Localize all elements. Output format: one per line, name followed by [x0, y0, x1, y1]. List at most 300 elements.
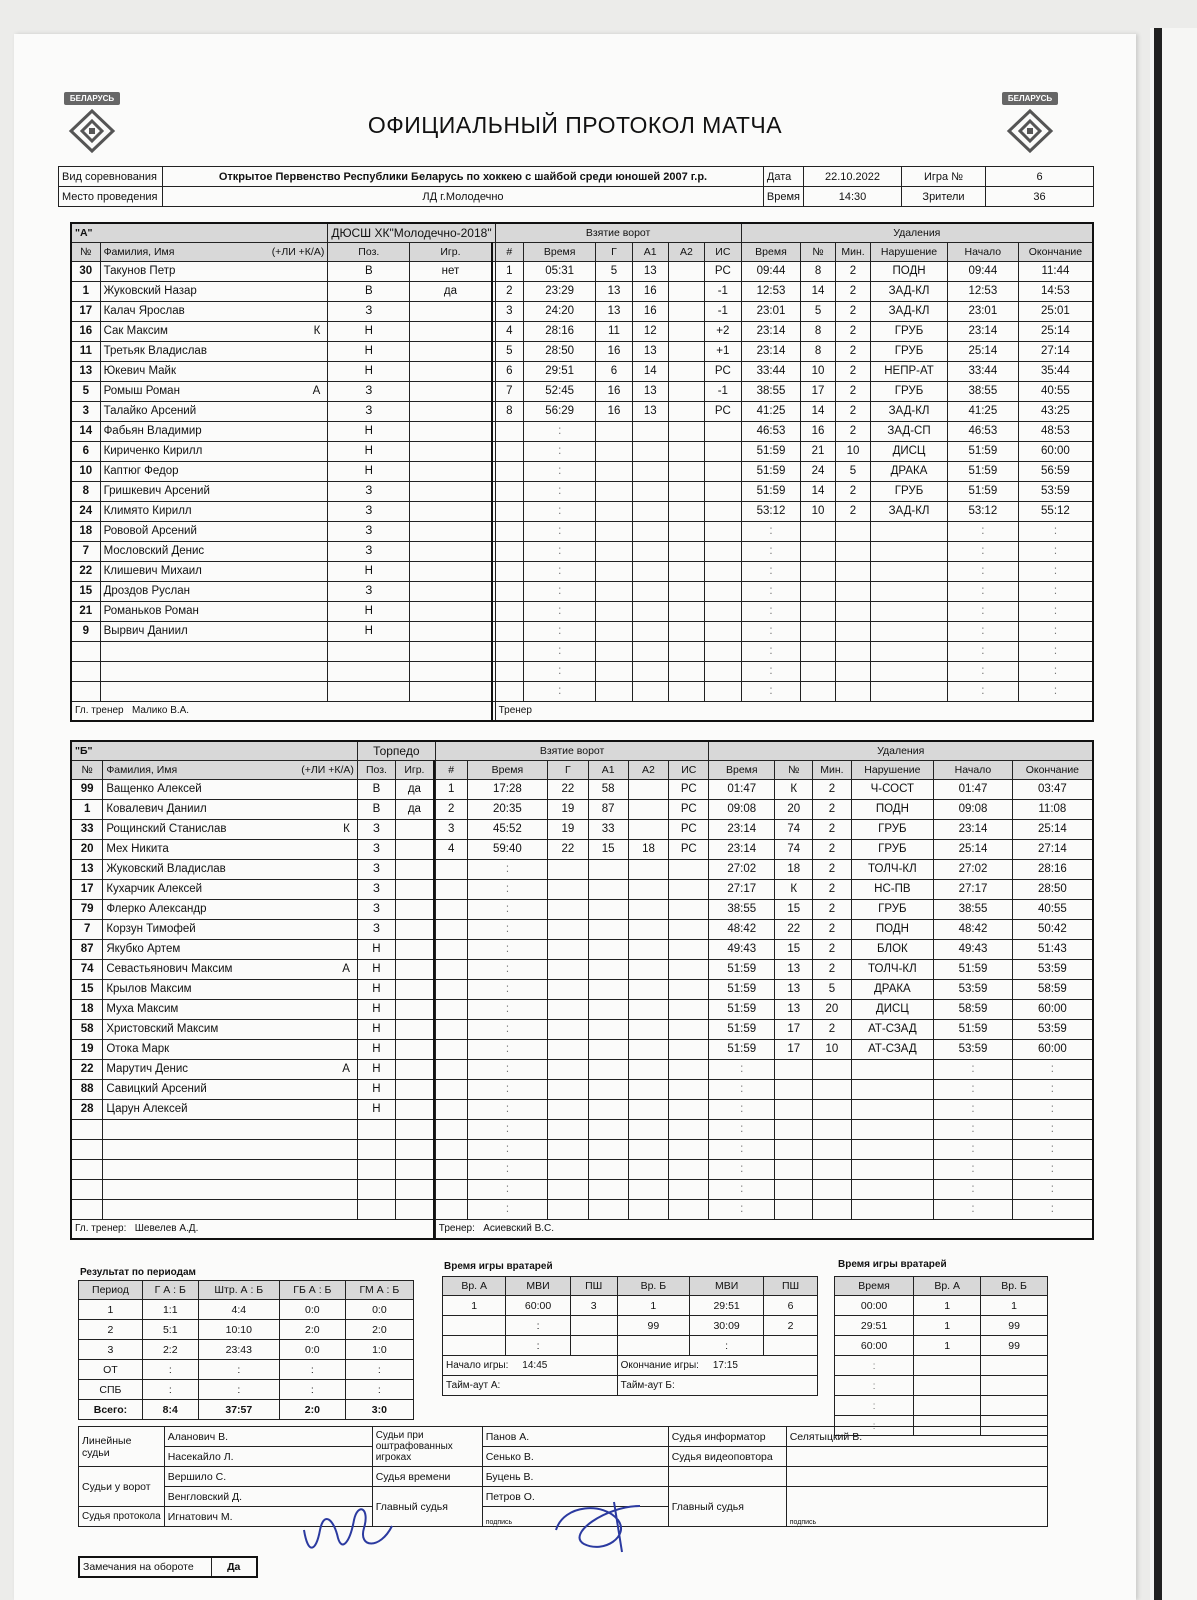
player-number: 87: [71, 939, 103, 959]
penalty-cell: 14: [801, 481, 835, 501]
goal-cell: 3: [495, 301, 523, 321]
penalty-cell: 8: [801, 341, 835, 361]
periods-cell: :: [142, 1380, 198, 1400]
periods-cell: 3: [79, 1340, 143, 1360]
player-number: 18: [71, 999, 103, 1019]
penalty-cell: 2: [835, 401, 870, 421]
penalty-cell: 27:02: [934, 859, 1012, 879]
goal-cell: 12: [632, 321, 668, 341]
gk-cell: [764, 1336, 818, 1356]
player-name: Дроздов Руслан: [100, 581, 328, 601]
player-pos: Н: [357, 1079, 395, 1099]
table-row: [71, 281, 1093, 301]
penalty-cell: К: [775, 779, 813, 799]
player-pos: З: [328, 521, 410, 541]
player-number: 88: [71, 1079, 103, 1099]
player-played: [410, 341, 492, 361]
penalty-cell: 22: [775, 919, 813, 939]
goal-cell: 7: [495, 381, 523, 401]
player-pos: З: [328, 401, 410, 421]
player-pos: З: [328, 501, 410, 521]
periods-cell: 2:2: [142, 1340, 198, 1360]
goals-header: Взятие ворот: [435, 741, 709, 760]
goal-cell: 5: [495, 341, 523, 361]
goal-cell: 13: [632, 381, 668, 401]
player-played: [396, 939, 434, 959]
goal-cell: 24:20: [523, 301, 595, 321]
penalty-cell: АТ-СЗАД: [851, 1039, 934, 1059]
player-played: [410, 441, 492, 461]
goal-cell: 20:35: [467, 799, 548, 819]
player-name: Ковалевич Даниил: [103, 799, 358, 819]
goal-cell: 13: [596, 281, 632, 301]
penalty-cell: 01:47: [934, 779, 1012, 799]
signature-2: [544, 1492, 664, 1562]
protocol-sheet: [14, 34, 1136, 1600]
periods-cell: 5:1: [142, 1320, 198, 1340]
periods-cell: 0:0: [279, 1340, 345, 1360]
player-played: [410, 581, 492, 601]
player-pos: З: [328, 481, 410, 501]
penalty-cell: 38:55: [947, 381, 1018, 401]
penalty-cell: 53:59: [1018, 481, 1093, 501]
periods-cell: 0:0: [279, 1300, 345, 1320]
goal-cell: 87: [588, 799, 628, 819]
player-pos: Н: [357, 1099, 395, 1119]
player-number: 3: [71, 401, 100, 421]
table-row: 58 Христовский Максим Н : 51:59 17 2 АТ-СЗАД 51:59 53:59: [71, 1019, 1093, 1039]
player-name: Юкевич Майк: [100, 361, 328, 381]
coach: Тренер: Асиевский В.С.: [435, 1219, 1093, 1239]
player-name: Ромыш Роман А: [100, 381, 328, 401]
signature-1: [294, 1490, 404, 1570]
goal-cell: 52:45: [523, 381, 595, 401]
penalty-cell: 09:08: [709, 799, 775, 819]
h-p_start: Начало: [934, 760, 1012, 779]
player-played: [396, 1099, 434, 1119]
goal-cell: 3: [435, 819, 467, 839]
penalty-cell: 33:44: [741, 361, 801, 381]
h-p_min: Мин.: [813, 760, 851, 779]
penalty-cell: 24: [801, 461, 835, 481]
player-number: 28: [71, 1099, 103, 1119]
team-letter: "Б": [71, 741, 357, 760]
periods-cell: :: [198, 1380, 279, 1400]
penalty-cell: 58:59: [1012, 979, 1093, 999]
player-played: [410, 321, 492, 341]
player-number: 74: [71, 959, 103, 979]
player-pos: Н: [357, 1059, 395, 1079]
periods-header: ГБ А : Б: [279, 1281, 345, 1300]
player-pos: З: [357, 899, 395, 919]
h-name: Фамилия, Имя (+ЛИ +К/А): [100, 242, 328, 261]
periods-cell: ОТ: [79, 1360, 143, 1380]
player-pos: Н: [357, 979, 395, 999]
table-row: 17 Кухарчик Алексей З : 27:17 К 2 НС-ПВ 27:17 28:50: [71, 879, 1093, 899]
player-played: [410, 301, 492, 321]
penalty-cell: 2: [813, 839, 851, 859]
meta-table: Вид соревнования Открытое Первенство Республики Беларусь по хоккею с шайбой среди юношей 2007 г.р. Дата 22.10.2022 Игра № 6 Место проведения ЛД г.Молодечно Время 14:30 Зрители 36: [58, 166, 1094, 207]
penalty-cell: 28:16: [1012, 859, 1093, 879]
penalty-cell: 58:59: [934, 999, 1012, 1019]
player-number: 1: [71, 281, 100, 301]
h-p_start: Начало: [947, 242, 1018, 261]
penalty-cell: 51:59: [947, 461, 1018, 481]
penalty-cell: ДИСЦ: [871, 441, 948, 461]
penalty-cell: 09:44: [947, 261, 1018, 281]
penalty-cell: 2: [813, 1019, 851, 1039]
penalty-cell: ЗАД-СП: [871, 421, 948, 441]
periods-cell: 2: [79, 1320, 143, 1340]
player-number: 21: [71, 601, 100, 621]
player-number: 18: [71, 521, 100, 541]
table-row: : : : :: [71, 1119, 1093, 1139]
player-played: да: [396, 779, 434, 799]
player-pos: З: [357, 819, 395, 839]
gk2-label: Время игры вратарей: [838, 1259, 947, 1270]
h-play: Игр.: [396, 760, 434, 779]
periods-label: Результат по периодам: [80, 1267, 196, 1278]
penalty-cell: 40:55: [1018, 381, 1093, 401]
player-name: Климято Кирилл: [100, 501, 328, 521]
goal-cell: 14: [632, 361, 668, 381]
player-played: [410, 461, 492, 481]
player-name: Мех Никита: [103, 839, 358, 859]
goal-cell: [668, 301, 704, 321]
player-pos: Н: [357, 999, 395, 1019]
penalty-cell: ЗАД-КЛ: [871, 501, 948, 521]
table-row: [79, 1380, 414, 1400]
player-pos: З: [357, 879, 395, 899]
periods-cell: 37:57: [198, 1400, 279, 1420]
table-row: 6 Кириченко Кирилл Н : 51:59 21 10 ДИСЦ 51:59 60:00: [71, 441, 1093, 461]
goal-cell: 16: [596, 381, 632, 401]
gk-cell: 30:09: [690, 1316, 764, 1336]
player-number: 9: [71, 621, 100, 641]
gk-header: ПШ: [764, 1277, 818, 1296]
table-row: [79, 1340, 414, 1360]
table-row: [443, 1336, 818, 1356]
player-name: Фабьян Владимир: [100, 421, 328, 441]
h-g_is: ИС: [669, 760, 709, 779]
penalty-cell: 49:43: [709, 939, 775, 959]
penalty-cell: 2: [835, 301, 870, 321]
logo-left: БЕЛАРУСЬ: [64, 92, 120, 162]
player-name: Калач Ярослав: [100, 301, 328, 321]
player-number: 17: [71, 879, 103, 899]
penalty-cell: 50:42: [1012, 919, 1093, 939]
goal-cell: 59:40: [467, 839, 548, 859]
penalty-cell: 2: [835, 321, 870, 341]
player-name: Жуковский Назар: [100, 281, 328, 301]
penalty-cell: ГРУБ: [851, 899, 934, 919]
player-played: нет: [410, 261, 492, 281]
player-name: Сак Максим К: [100, 321, 328, 341]
goal-cell: 8: [495, 401, 523, 421]
goal-cell: [668, 381, 704, 401]
gk2-cell: 99: [981, 1316, 1048, 1336]
penalty-cell: ЗАД-КЛ: [871, 281, 948, 301]
penalty-cell: 23:14: [947, 321, 1018, 341]
goal-cell: -1: [705, 381, 742, 401]
penalties-header: Удаления: [709, 741, 1093, 760]
penalty-cell: 17: [775, 1039, 813, 1059]
table-row: [79, 1360, 414, 1380]
player-played: [410, 541, 492, 561]
penalty-cell: 40:55: [1012, 899, 1093, 919]
penalty-cell: ГРУБ: [851, 839, 934, 859]
player-number: 20: [71, 839, 103, 859]
penalty-cell: 23:14: [741, 341, 801, 361]
penalty-cell: ЗАД-КЛ: [871, 401, 948, 421]
player-played: [396, 1019, 434, 1039]
timeout-b: Тайм-аут Б:: [617, 1376, 817, 1396]
periods-header: Штр. А : Б: [198, 1281, 279, 1300]
player-number: 15: [71, 581, 100, 601]
penalty-cell: 48:53: [1018, 421, 1093, 441]
player-pos: Н: [357, 959, 395, 979]
h-g_no: #: [495, 242, 523, 261]
player-name: Корзун Тимофей: [103, 919, 358, 939]
player-number: 6: [71, 441, 100, 461]
penalty-cell: 38:55: [709, 899, 775, 919]
player-name: Третьяк Владислав: [100, 341, 328, 361]
table-row: 18 Рововой Арсений З : : : :: [71, 521, 1093, 541]
h-p_end: Окончание: [1012, 760, 1093, 779]
penalty-cell: 2: [813, 859, 851, 879]
player-pos: В: [357, 799, 395, 819]
penalty-cell: ПОДН: [851, 799, 934, 819]
penalty-cell: 27:14: [1018, 341, 1093, 361]
penalty-cell: 14: [801, 401, 835, 421]
penalty-cell: 10: [801, 361, 835, 381]
penalty-cell: 5: [813, 979, 851, 999]
penalty-cell: 23:14: [741, 321, 801, 341]
penalty-cell: 35:44: [1018, 361, 1093, 381]
table-row: [835, 1336, 1048, 1356]
gk-cell: :: [690, 1336, 764, 1356]
coach: Тренер: [495, 701, 1093, 721]
player-number: 14: [71, 421, 100, 441]
penalty-cell: 20: [775, 799, 813, 819]
goal-cell: [668, 341, 704, 361]
player-name: Рощинский Станислав К: [103, 819, 358, 839]
player-played: [410, 501, 492, 521]
gk-cell: :: [506, 1336, 570, 1356]
player-pos: З: [328, 541, 410, 561]
player-pos: З: [357, 839, 395, 859]
gk-header: Вр. Б: [617, 1277, 689, 1296]
h-p_no: №: [801, 242, 835, 261]
penalty-cell: 23:01: [741, 301, 801, 321]
player-name: Марутич Денис А: [103, 1059, 358, 1079]
gk-cell: [617, 1336, 689, 1356]
penalty-cell: 38:55: [741, 381, 801, 401]
periods-cell: 2:0: [279, 1400, 345, 1420]
goal-cell: 16: [596, 401, 632, 421]
gk-label: Время игры вратарей: [444, 1261, 553, 1272]
goal-cell: 11: [596, 321, 632, 341]
penalty-cell: 60:00: [1018, 441, 1093, 461]
player-number: 8: [71, 481, 100, 501]
team-letter: "А": [71, 223, 328, 242]
table-row: 24 Климято Кирилл З : 53:12 10 2 ЗАД-КЛ 53:12 55:12: [71, 501, 1093, 521]
table-row: : : : :: [71, 1199, 1093, 1219]
h-g_time: Время: [467, 760, 548, 779]
table-row: [79, 1400, 414, 1420]
penalty-cell: 51:43: [1012, 939, 1093, 959]
penalty-cell: ГРУБ: [871, 481, 948, 501]
goal-cell: РС: [705, 261, 742, 281]
player-name: Каптюг Федор: [100, 461, 328, 481]
periods-cell: 10:10: [198, 1320, 279, 1340]
goal-cell: 19: [548, 799, 588, 819]
penalty-cell: 48:42: [709, 919, 775, 939]
penalty-cell: 2: [835, 481, 870, 501]
gk2-table: Время Вр. А Вр. Б 00:00 1 1 29:51 1 99 60:00 1 99 : : : :: [834, 1276, 1048, 1436]
penalty-cell: 2: [813, 899, 851, 919]
player-number: 13: [71, 361, 100, 381]
goal-cell: 16: [596, 341, 632, 361]
table-row: 15 Дроздов Руслан З : : : :: [71, 581, 1093, 601]
player-number: 10: [71, 461, 100, 481]
periods-cell: 2:0: [345, 1320, 413, 1340]
penalty-cell: ТОЛЧ-КЛ: [851, 859, 934, 879]
player-pos: З: [328, 381, 410, 401]
penalty-cell: 33:44: [947, 361, 1018, 381]
penalty-cell: 23:14: [934, 819, 1012, 839]
goal-cell: РС: [669, 799, 709, 819]
goal-cell: 22: [548, 779, 588, 799]
penalty-cell: 53:59: [934, 1039, 1012, 1059]
table-row: 9 Вырвич Даниил Н : : : :: [71, 621, 1093, 641]
periods-cell: :: [345, 1380, 413, 1400]
periods-cell: :: [142, 1360, 198, 1380]
table-row: : : : :: [71, 681, 1093, 701]
player-name: Кириченко Кирилл: [100, 441, 328, 461]
officials-table: Линейные судьи Аланович В. Судьи при оштрафованных игроках Панов А. Судья информатор Селятыцкий В. Насекайло Л. Сенько В. Судья видеоповтора Судьи у ворот Вершило С. Судья времени Буцень В. Венгловский Д. Главный судья Петров О. Главный судья подпись Судья протокола Игнатович М. подпись: [78, 1426, 1048, 1527]
player-name: Флерко Александр: [103, 899, 358, 919]
gk-cell: 3: [570, 1296, 617, 1316]
goal-cell: 29:51: [523, 361, 595, 381]
penalty-cell: 41:25: [741, 401, 801, 421]
player-number: 11: [71, 341, 100, 361]
player-name: Кухарчик Алексей: [103, 879, 358, 899]
h-g_no: #: [435, 760, 467, 779]
player-name: Романьков Роман: [100, 601, 328, 621]
h-p_type: Нарушение: [871, 242, 948, 261]
logo-right: БЕЛАРУСЬ: [1002, 92, 1058, 162]
gk2-header: Вр. А: [914, 1277, 981, 1296]
table-row: [71, 321, 1093, 341]
penalty-cell: НС-ПВ: [851, 879, 934, 899]
player-name: Такунов Петр: [100, 261, 328, 281]
player-pos: Н: [328, 441, 410, 461]
goal-cell: 05:31: [523, 261, 595, 281]
gk2-cell: 1: [914, 1336, 981, 1356]
player-number: 33: [71, 819, 103, 839]
goal-cell: -1: [705, 301, 742, 321]
penalty-cell: 51:59: [947, 441, 1018, 461]
player-name: Клишевич Михаил: [100, 561, 328, 581]
player-pos: Н: [328, 561, 410, 581]
table-row: [71, 839, 1093, 859]
player-number: 15: [71, 979, 103, 999]
penalty-cell: 12:53: [947, 281, 1018, 301]
periods-cell: СПБ: [79, 1380, 143, 1400]
gk-header: МВИ: [506, 1277, 570, 1296]
goal-cell: 23:29: [523, 281, 595, 301]
penalty-cell: 18: [775, 859, 813, 879]
player-number: 5: [71, 381, 100, 401]
goal-cell: 19: [548, 819, 588, 839]
gk2-cell: 1: [914, 1296, 981, 1316]
penalty-cell: 23:14: [709, 819, 775, 839]
team-name: Торпедо: [357, 741, 435, 760]
penalty-cell: 11:44: [1018, 261, 1093, 281]
table-row: 79 Флерко Александр З : 38:55 15 2 ГРУБ 38:55 40:55: [71, 899, 1093, 919]
penalty-cell: 2: [813, 799, 851, 819]
game-start: Начало игры: 14:45: [443, 1356, 618, 1376]
penalty-cell: 25:14: [934, 839, 1012, 859]
player-played: [396, 859, 434, 879]
penalty-cell: 10: [801, 501, 835, 521]
h-pos: Поз.: [357, 760, 395, 779]
goal-cell: [668, 321, 704, 341]
table-row: 87 Якубко Артем Н : 49:43 15 2 БЛОК 49:43 51:43: [71, 939, 1093, 959]
gk-cell: 1: [443, 1296, 506, 1316]
penalty-cell: 17: [775, 1019, 813, 1039]
penalty-cell: ПОДН: [851, 919, 934, 939]
goal-cell: 5: [596, 261, 632, 281]
player-pos: З: [328, 301, 410, 321]
gk2-cell: 1: [981, 1296, 1048, 1316]
h-g_time: Время: [523, 242, 595, 261]
goal-cell: [668, 261, 704, 281]
penalty-cell: ГРУБ: [871, 321, 948, 341]
periods-header: ГМ А : Б: [345, 1281, 413, 1300]
gk2-cell: 00:00: [835, 1296, 914, 1316]
player-name: Рововой Арсений: [100, 521, 328, 541]
table-row: [71, 381, 1093, 401]
goal-cell: [668, 281, 704, 301]
table-row: : : : :: [71, 1179, 1093, 1199]
player-pos: Н: [328, 601, 410, 621]
player-name: Севастьянович Максим А: [103, 959, 358, 979]
player-played: да: [396, 799, 434, 819]
table-row: : : : :: [71, 1139, 1093, 1159]
goal-cell: 1: [435, 779, 467, 799]
penalty-cell: 60:00: [1012, 999, 1093, 1019]
periods-cell: :: [279, 1360, 345, 1380]
penalty-cell: 09:44: [741, 261, 801, 281]
player-played: [396, 839, 434, 859]
gk-cell: 29:51: [690, 1296, 764, 1316]
gk-cell: [570, 1316, 617, 1336]
table-row: 8 Гришкевич Арсений З : 51:59 14 2 ГРУБ 51:59 53:59: [71, 481, 1093, 501]
player-pos: Н: [357, 1039, 395, 1059]
penalty-cell: 53:59: [1012, 1019, 1093, 1039]
penalty-cell: 25:14: [947, 341, 1018, 361]
player-played: [410, 521, 492, 541]
penalty-cell: 51:59: [947, 481, 1018, 501]
penalty-cell: 15: [775, 939, 813, 959]
head-coach: Гл. тренер: Шевелев А.Д.: [71, 1219, 434, 1239]
player-number: 99: [71, 779, 103, 799]
penalty-cell: ДРАКА: [871, 461, 948, 481]
penalty-cell: 11:08: [1012, 799, 1093, 819]
gk-cell: 1: [617, 1296, 689, 1316]
